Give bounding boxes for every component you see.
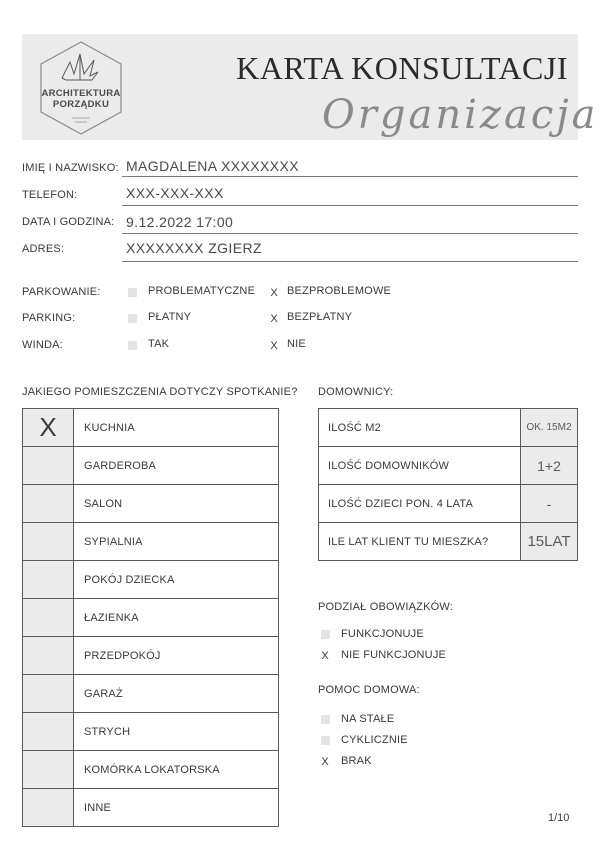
help-permanent-label: NA STAŁE (341, 713, 395, 725)
table-row (23, 523, 279, 561)
phone-underline (122, 205, 578, 206)
header-banner (22, 34, 599, 140)
date-underline (122, 233, 578, 234)
household-question: ILOŚĆ DZIECI PON. 4 LATA (319, 485, 521, 523)
room-checkbox[interactable]: X (23, 409, 74, 447)
table-row (319, 485, 578, 523)
table-row (319, 447, 578, 485)
name-label: IMIĘ I NAZWISKO: (22, 162, 119, 174)
table-row (319, 523, 578, 561)
household-table (318, 408, 578, 561)
help-cyclic-label: CYKLICZNIE (341, 734, 408, 746)
room-name: KOMÓRKA LOKATORSKA (74, 751, 279, 789)
date-label: DATA I GODZINA: (22, 216, 115, 228)
table-row (23, 789, 279, 827)
room-checkbox[interactable] (23, 561, 74, 599)
parking-free-checkbox[interactable]: X (270, 313, 278, 325)
household-question: ILE LAT KLIENT TU MIESZKA? (319, 523, 521, 561)
rooms-table (22, 408, 279, 827)
help-cyclic-checkbox[interactable] (321, 736, 330, 745)
table-row (319, 409, 578, 447)
table-row (23, 599, 279, 637)
duties-not-working-label: NIE FUNKCJONUJE (341, 649, 447, 661)
elevator-no-label: NIE (287, 338, 306, 350)
room-checkbox[interactable] (23, 599, 74, 637)
duties-not-working-checkbox[interactable]: X (321, 650, 329, 662)
parking-free-label: BEZPŁATNY (287, 311, 353, 323)
help-none-label: BRAK (341, 755, 372, 767)
address-label: ADRES: (22, 243, 65, 255)
room-checkbox[interactable] (23, 675, 74, 713)
room-checkbox[interactable] (23, 523, 74, 561)
duties-working-checkbox[interactable] (321, 630, 330, 639)
address-underline (122, 261, 578, 262)
logo (36, 40, 126, 136)
logo-text-line1: ARCHITEKTURA (41, 88, 121, 99)
household-title: DOMOWNICY: (318, 386, 394, 398)
room-name: KUCHNIA (74, 409, 279, 447)
parking-problematic-checkbox[interactable] (128, 288, 137, 297)
household-answer[interactable]: 15LAT (521, 523, 578, 561)
room-checkbox[interactable] (23, 485, 74, 523)
table-row (23, 561, 279, 599)
table-row (23, 713, 279, 751)
elevator-yes-checkbox[interactable] (128, 341, 137, 350)
phone-field[interactable]: XXX-XXX-XXX (126, 185, 224, 201)
household-question: ILOŚĆ M2 (319, 409, 521, 447)
parking-paid-checkbox[interactable] (128, 314, 137, 323)
room-name: ŁAZIENKA (74, 599, 279, 637)
parking-unproblematic-label: BEZPROBLEMOWE (287, 285, 392, 297)
parking-problematic-label: PROBLEMATYCZNE (148, 285, 256, 297)
room-name: SYPIALNIA (74, 523, 279, 561)
table-row (23, 751, 279, 789)
room-checkbox[interactable] (23, 789, 74, 827)
room-name: INNE (74, 789, 279, 827)
address-field[interactable]: XXXXXXXX ZGIERZ (126, 240, 262, 256)
page-number: 1/10 (548, 812, 570, 824)
room-name: GARDEROBA (74, 447, 279, 485)
room-name: POKÓJ DZIECKA (74, 561, 279, 599)
duties-working-label: FUNKCJONUJE (341, 628, 424, 640)
parking-unproblematic-checkbox[interactable]: X (270, 287, 278, 299)
parking-situation-label: PARKOWANIE: (22, 286, 101, 298)
phone-label: TELEFON: (22, 189, 78, 201)
room-checkbox[interactable] (23, 751, 74, 789)
date-field[interactable]: 9.12.2022 17:00 (126, 214, 234, 230)
logo-text-line2: PORZĄDKU (52, 99, 110, 110)
origami-bird-icon (62, 54, 98, 80)
room-name: GARAŻ (74, 675, 279, 713)
duties-title: PODZIAŁ OBOWIĄZKÓW: (318, 601, 453, 613)
page-title: KARTA KONSULTACJI (236, 50, 568, 86)
elevator-label: WINDA: (22, 339, 63, 351)
room-name: PRZEDPOKÓJ (74, 637, 279, 675)
room-checkbox[interactable] (23, 447, 74, 485)
room-name: STRYCH (74, 713, 279, 751)
table-row (23, 675, 279, 713)
parking-cost-label: PARKING: (22, 312, 76, 324)
table-row (23, 409, 279, 447)
table-row (23, 447, 279, 485)
help-none-checkbox[interactable]: X (321, 756, 329, 768)
elevator-no-checkbox[interactable]: X (270, 340, 278, 352)
home-help-title: POMOC DOMOWA: (318, 684, 420, 696)
table-row (23, 637, 279, 675)
name-field[interactable]: MAGDALENA XXXXXXXX (126, 158, 299, 174)
elevator-yes-label: TAK (148, 338, 170, 350)
table-row (23, 485, 279, 523)
help-permanent-checkbox[interactable] (321, 715, 330, 724)
page-subtitle: Organizacja (322, 92, 599, 138)
parking-paid-label: PŁATNY (148, 311, 192, 323)
household-question: ILOŚĆ DOMOWNIKÓW (319, 447, 521, 485)
room-checkbox[interactable] (23, 637, 74, 675)
name-underline (122, 176, 578, 177)
room-name: SALON (74, 485, 279, 523)
rooms-title: JAKIEGO POMIESZCZENIA DOTYCZY SPOTKANIE? (22, 386, 298, 398)
household-answer[interactable]: OK. 15M2 (521, 409, 578, 447)
household-answer[interactable]: - (521, 485, 578, 523)
household-answer[interactable]: 1+2 (521, 447, 578, 485)
room-checkbox[interactable] (23, 713, 74, 751)
